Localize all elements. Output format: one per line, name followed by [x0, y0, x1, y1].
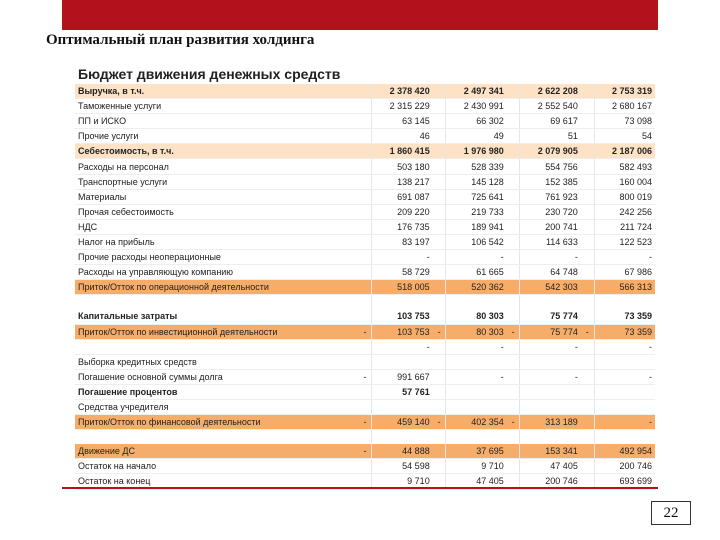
- row-label: Таможенные услуги: [75, 99, 359, 114]
- value-sign: [433, 265, 446, 280]
- value-sign: [507, 265, 520, 280]
- value-sign: [507, 399, 520, 414]
- value-cell: 75 774: [520, 324, 581, 339]
- value-sign: [507, 339, 520, 354]
- value-cell: 2 552 540: [520, 99, 581, 114]
- value-sign: [581, 129, 594, 144]
- value-sign: [433, 295, 446, 310]
- value-cell: [594, 295, 655, 310]
- value-cell: [446, 430, 507, 445]
- value-sign: [433, 204, 446, 219]
- value-cell: 1 860 415: [372, 144, 433, 159]
- value-cell: 2 497 341: [446, 84, 507, 99]
- value-sign: [581, 430, 594, 445]
- value-sign: [507, 354, 520, 369]
- row-label: Себестоимость, в т.ч.: [75, 144, 359, 159]
- table-row: [75, 144, 655, 159]
- value-cell: 67 986: [594, 265, 655, 280]
- value-cell: -: [520, 369, 581, 384]
- value-sign: [433, 84, 446, 99]
- value-cell: 138 217: [372, 174, 433, 189]
- value-cell: 54: [594, 129, 655, 144]
- value-sign: [359, 430, 372, 445]
- value-cell: 63 145: [372, 114, 433, 129]
- value-cell: 44 888: [372, 444, 433, 459]
- value-sign: [581, 250, 594, 265]
- value-cell: -: [594, 250, 655, 265]
- value-cell: 69 617: [520, 114, 581, 129]
- row-label: Прочие расходы неоперационные: [75, 250, 359, 265]
- value-cell: 2 622 208: [520, 84, 581, 99]
- value-sign: [359, 204, 372, 219]
- row-label: Приток/Отток по операционной деятельности: [75, 280, 359, 295]
- value-sign: [581, 84, 594, 99]
- value-cell: 200 746: [520, 474, 581, 489]
- value-sign: [433, 384, 446, 399]
- value-cell: 2 680 167: [594, 99, 655, 114]
- value-sign: [581, 234, 594, 249]
- value-cell: 554 756: [520, 159, 581, 174]
- value-sign: [581, 99, 594, 114]
- table-row: [75, 265, 655, 280]
- value-sign: [433, 114, 446, 129]
- value-sign: [359, 250, 372, 265]
- value-sign: [433, 189, 446, 204]
- row-label: ПП и ИСКО: [75, 114, 359, 129]
- table-row: [75, 369, 655, 384]
- value-sign: [507, 444, 520, 459]
- value-cell: [520, 295, 581, 310]
- value-cell: 242 256: [594, 204, 655, 219]
- value-sign: [433, 339, 446, 354]
- value-sign: [359, 399, 372, 414]
- row-label: Выручка, в т.ч.: [75, 84, 359, 99]
- value-cell: [594, 430, 655, 445]
- value-sign: [507, 84, 520, 99]
- value-cell: 2 378 420: [372, 84, 433, 99]
- row-label: Прочие услуги: [75, 129, 359, 144]
- value-cell: [520, 399, 581, 414]
- value-sign: [581, 159, 594, 174]
- row-label: Транспортные услуги: [75, 174, 359, 189]
- value-sign: [359, 309, 372, 324]
- value-cell: [594, 354, 655, 369]
- row-label: Приток/Отток по финансовой деятельности: [75, 415, 359, 430]
- slide-title: Оптимальный план развития холдинга: [46, 32, 315, 48]
- value-cell: -: [372, 339, 433, 354]
- value-sign: [507, 204, 520, 219]
- value-sign: [581, 114, 594, 129]
- value-cell: 57 761: [372, 384, 433, 399]
- table-title: Бюджет движения денежных средств: [78, 66, 341, 82]
- value-sign: [359, 265, 372, 280]
- value-cell: 402 354: [446, 415, 507, 430]
- value-sign: [507, 280, 520, 295]
- value-cell: 503 180: [372, 159, 433, 174]
- value-cell: [520, 354, 581, 369]
- value-cell: [446, 295, 507, 310]
- table-row: [75, 174, 655, 189]
- value-cell: 66 302: [446, 114, 507, 129]
- value-sign: [433, 144, 446, 159]
- value-sign: [581, 399, 594, 414]
- value-cell: 313 189: [520, 415, 581, 430]
- table-row: [75, 219, 655, 234]
- value-cell: 582 493: [594, 159, 655, 174]
- value-cell: [446, 399, 507, 414]
- value-sign: [581, 339, 594, 354]
- value-sign: [507, 309, 520, 324]
- value-cell: -: [594, 415, 655, 430]
- value-cell: 103 753: [372, 309, 433, 324]
- value-cell: -: [446, 369, 507, 384]
- page-number: 22: [651, 501, 691, 525]
- row-label: [75, 339, 359, 354]
- value-sign: [581, 144, 594, 159]
- value-cell: 58 729: [372, 265, 433, 280]
- row-label: Средства учредителя: [75, 399, 359, 414]
- value-sign: [581, 444, 594, 459]
- row-label: Остаток на конец: [75, 474, 359, 489]
- value-sign: [507, 189, 520, 204]
- table-row: [75, 399, 655, 414]
- row-label: Прочая себестоимость: [75, 204, 359, 219]
- value-sign: [433, 459, 446, 474]
- value-cell: 200 746: [594, 459, 655, 474]
- value-sign: [507, 250, 520, 265]
- table-row: [75, 354, 655, 369]
- row-label: Расходы на персонал: [75, 159, 359, 174]
- value-sign: [359, 384, 372, 399]
- value-cell: -: [372, 250, 433, 265]
- value-sign: -: [507, 415, 520, 430]
- value-cell: [372, 430, 433, 445]
- value-sign: [507, 219, 520, 234]
- value-sign: [433, 369, 446, 384]
- table-row: [75, 204, 655, 219]
- value-cell: [594, 384, 655, 399]
- row-label: Остаток на начало: [75, 459, 359, 474]
- value-sign: [581, 204, 594, 219]
- value-cell: 9 710: [372, 474, 433, 489]
- value-cell: -: [520, 339, 581, 354]
- value-sign: [433, 234, 446, 249]
- value-cell: 73 359: [594, 324, 655, 339]
- value-sign: [359, 114, 372, 129]
- value-sign: [433, 174, 446, 189]
- value-sign: -: [433, 324, 446, 339]
- value-sign: [581, 354, 594, 369]
- table-row: [75, 430, 655, 445]
- row-label: [75, 295, 359, 310]
- value-cell: 9 710: [446, 459, 507, 474]
- value-sign: [581, 369, 594, 384]
- value-cell: -: [446, 339, 507, 354]
- value-sign: [359, 84, 372, 99]
- value-sign: -: [359, 369, 372, 384]
- value-cell: 64 748: [520, 265, 581, 280]
- value-cell: 693 699: [594, 474, 655, 489]
- bottom-accent-rule: [62, 487, 658, 489]
- value-sign: [359, 219, 372, 234]
- value-sign: [433, 309, 446, 324]
- value-sign: [581, 295, 594, 310]
- value-cell: 49: [446, 129, 507, 144]
- value-sign: [507, 369, 520, 384]
- value-cell: 691 087: [372, 189, 433, 204]
- value-sign: [433, 159, 446, 174]
- value-cell: 2 315 229: [372, 99, 433, 114]
- value-sign: [581, 415, 594, 430]
- value-sign: [581, 309, 594, 324]
- row-label: Движение ДС: [75, 444, 359, 459]
- row-label: Капитальные затраты: [75, 309, 359, 324]
- value-sign: [507, 384, 520, 399]
- value-cell: [446, 384, 507, 399]
- value-cell: 2 430 991: [446, 99, 507, 114]
- value-sign: [359, 354, 372, 369]
- value-cell: 176 735: [372, 219, 433, 234]
- value-sign: [359, 189, 372, 204]
- value-cell: [594, 399, 655, 414]
- value-cell: 75 774: [520, 309, 581, 324]
- value-cell: 73 359: [594, 309, 655, 324]
- value-cell: 153 341: [520, 444, 581, 459]
- table-row: [75, 324, 655, 339]
- value-cell: 518 005: [372, 280, 433, 295]
- value-cell: 542 303: [520, 280, 581, 295]
- value-cell: 492 954: [594, 444, 655, 459]
- table-row: [75, 159, 655, 174]
- value-sign: [359, 280, 372, 295]
- value-cell: 61 665: [446, 265, 507, 280]
- value-sign: [507, 430, 520, 445]
- value-sign: [433, 444, 446, 459]
- value-cell: -: [520, 250, 581, 265]
- value-cell: 800 019: [594, 189, 655, 204]
- value-cell: 73 098: [594, 114, 655, 129]
- table-row: [75, 309, 655, 324]
- value-cell: 106 542: [446, 234, 507, 249]
- value-sign: [359, 295, 372, 310]
- value-cell: 83 197: [372, 234, 433, 249]
- table-row: [75, 84, 655, 99]
- table-row: [75, 459, 655, 474]
- value-cell: 725 641: [446, 189, 507, 204]
- value-sign: [433, 99, 446, 114]
- value-cell: 189 941: [446, 219, 507, 234]
- value-sign: [581, 384, 594, 399]
- value-sign: -: [581, 324, 594, 339]
- table-row: [75, 444, 655, 459]
- value-sign: [433, 430, 446, 445]
- value-cell: 1 976 980: [446, 144, 507, 159]
- row-label: Расходы на управляющую компанию: [75, 265, 359, 280]
- value-cell: -: [446, 250, 507, 265]
- value-cell: 46: [372, 129, 433, 144]
- value-sign: -: [359, 444, 372, 459]
- value-sign: [581, 189, 594, 204]
- budget-table: [75, 84, 655, 490]
- row-label: Приток/Отток по инвестиционной деятельности: [75, 324, 359, 339]
- table-row: [75, 189, 655, 204]
- value-cell: [372, 354, 433, 369]
- value-cell: [520, 384, 581, 399]
- value-cell: 219 733: [446, 204, 507, 219]
- value-sign: [507, 114, 520, 129]
- value-sign: [359, 99, 372, 114]
- value-sign: [359, 234, 372, 249]
- value-sign: [507, 295, 520, 310]
- value-cell: [372, 295, 433, 310]
- value-cell: 122 523: [594, 234, 655, 249]
- value-cell: 114 633: [520, 234, 581, 249]
- table-row: [75, 339, 655, 354]
- value-sign: [507, 234, 520, 249]
- value-sign: -: [507, 324, 520, 339]
- value-sign: [359, 144, 372, 159]
- value-cell: 54 598: [372, 459, 433, 474]
- value-cell: 152 385: [520, 174, 581, 189]
- value-cell: 47 405: [446, 474, 507, 489]
- value-cell: 51: [520, 129, 581, 144]
- table-row: [75, 114, 655, 129]
- value-cell: 230 720: [520, 204, 581, 219]
- row-label: НДС: [75, 219, 359, 234]
- row-label: Материалы: [75, 189, 359, 204]
- value-sign: [359, 159, 372, 174]
- value-cell: -: [594, 369, 655, 384]
- row-label: Погашение процентов: [75, 384, 359, 399]
- table-row: [75, 250, 655, 265]
- value-sign: [507, 459, 520, 474]
- value-cell: -: [594, 339, 655, 354]
- value-sign: [507, 144, 520, 159]
- row-label: Выборка кредитных средств: [75, 354, 359, 369]
- row-label: Налог на прибыль: [75, 234, 359, 249]
- value-sign: [433, 399, 446, 414]
- value-cell: [446, 354, 507, 369]
- value-cell: 761 923: [520, 189, 581, 204]
- value-sign: [359, 129, 372, 144]
- value-sign: [581, 265, 594, 280]
- value-cell: [372, 399, 433, 414]
- top-accent-bar: [62, 0, 658, 30]
- table-row: [75, 129, 655, 144]
- value-cell: 145 128: [446, 174, 507, 189]
- row-label: [75, 430, 359, 445]
- value-sign: [581, 174, 594, 189]
- value-sign: [433, 354, 446, 369]
- value-cell: 459 140: [372, 415, 433, 430]
- value-sign: -: [359, 324, 372, 339]
- value-sign: [581, 219, 594, 234]
- value-cell: 80 303: [446, 309, 507, 324]
- value-cell: 2 187 006: [594, 144, 655, 159]
- value-cell: 209 220: [372, 204, 433, 219]
- value-sign: [507, 174, 520, 189]
- value-cell: 566 313: [594, 280, 655, 295]
- value-sign: [359, 174, 372, 189]
- value-cell: 103 753: [372, 324, 433, 339]
- table-row: [75, 295, 655, 310]
- value-cell: 160 004: [594, 174, 655, 189]
- value-cell: [520, 430, 581, 445]
- value-sign: [507, 159, 520, 174]
- value-cell: 37 695: [446, 444, 507, 459]
- value-cell: 528 339: [446, 159, 507, 174]
- value-sign: -: [359, 415, 372, 430]
- value-cell: 80 303: [446, 324, 507, 339]
- value-sign: [433, 250, 446, 265]
- value-cell: 211 724: [594, 219, 655, 234]
- table-row: [75, 99, 655, 114]
- value-cell: 200 741: [520, 219, 581, 234]
- value-sign: [433, 219, 446, 234]
- table-row: [75, 415, 655, 430]
- table-row: [75, 384, 655, 399]
- value-sign: [433, 129, 446, 144]
- value-cell: 2 079 905: [520, 144, 581, 159]
- table-row: [75, 280, 655, 295]
- value-sign: [359, 459, 372, 474]
- value-cell: 2 753 319: [594, 84, 655, 99]
- row-label: Погашение основной суммы долга: [75, 369, 359, 384]
- value-sign: -: [433, 415, 446, 430]
- value-cell: 991 667: [372, 369, 433, 384]
- value-cell: 520 362: [446, 280, 507, 295]
- value-sign: [433, 280, 446, 295]
- value-sign: [507, 129, 520, 144]
- value-cell: 47 405: [520, 459, 581, 474]
- value-sign: [507, 99, 520, 114]
- value-sign: [581, 459, 594, 474]
- value-sign: [359, 339, 372, 354]
- value-sign: [581, 280, 594, 295]
- table-row: [75, 234, 655, 249]
